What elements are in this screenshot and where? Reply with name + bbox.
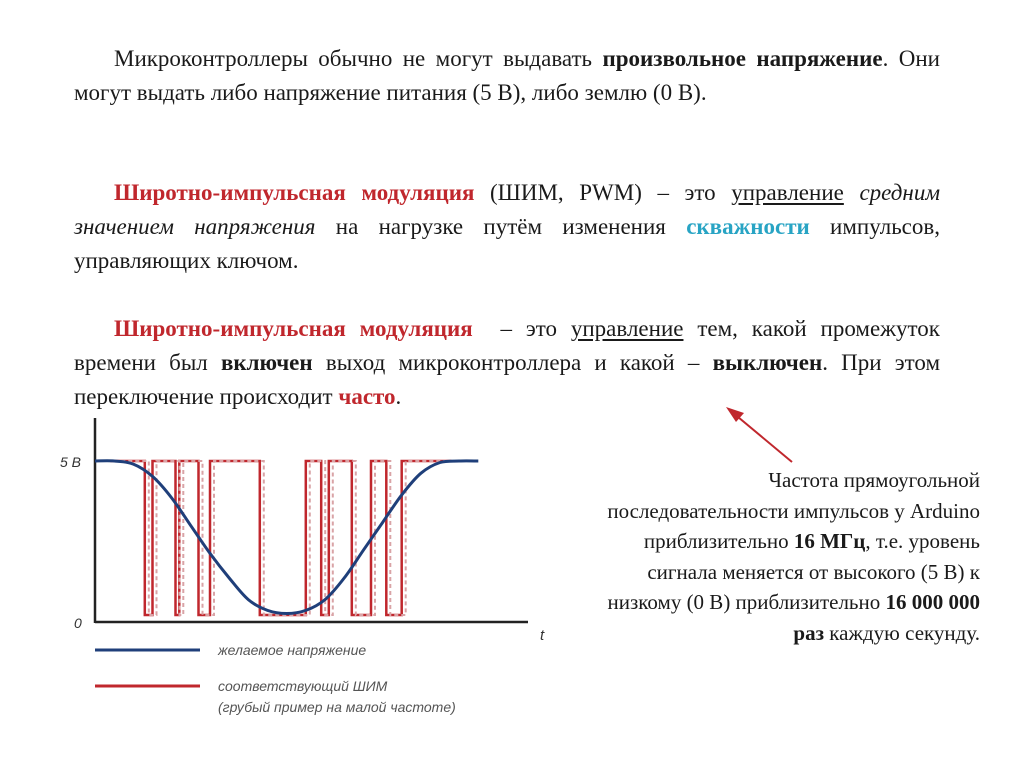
paragraph-pwm-switching [74,312,940,414]
ytick-label-0: 0 [74,615,82,631]
underlined-term: управление [731,180,844,205]
text: на нагрузке путём изменения [315,214,687,239]
legend-label-pwm: соответствующий ШИМ [218,678,388,694]
italic-term: средним значением напряжения [74,180,941,239]
underlined-term: управление [570,316,684,341]
bold-term-on: включен [220,350,313,375]
duty-cycle-term: скважности [686,214,810,239]
text: . [395,384,402,409]
series-line-pwm-dashed [114,461,455,615]
text: выход микроконтроллера и какой – [312,350,713,375]
text: тем, какой промежуток времени был [74,316,940,375]
often-term: часто [338,384,396,409]
text: Частота прямоугольной последовательности импульсов у Arduino приблизительно [607,468,980,553]
text: – это [472,316,571,341]
bold-term-off: выключен [712,350,823,375]
pwm-term: Широтно-импульсная модуляция [114,180,475,205]
paragraph-pwm-definition [74,176,940,278]
pointer-arrow [732,412,792,462]
x-axis-label: t [540,627,545,644]
text [844,180,860,205]
bold-term: произвольное напряжение [602,46,883,71]
legend-note-pwm: (грубый пример на малой частоте) [218,699,456,715]
bold-value: 16 000 000 раз [793,590,980,645]
arduino-frequency-note [600,465,980,648]
legend-label-desired: желаемое напряжение [218,642,367,658]
pwm-term: Широтно-импульсная модуляция [114,316,473,341]
text: каждую секунду. [824,620,980,645]
text: импульсов, управляющих ключом. [74,214,941,273]
text: . При этом переключение происходит [74,350,940,409]
paragraph-intro [74,42,940,110]
text: Микроконтроллеры обычно не могут выдавать [114,46,603,71]
bold-value: 16 МГц [793,529,866,553]
ytick-label-5v: 5 В [60,454,82,470]
text: . Они могут выдать либо напряжение питания (5 В), либо землю (0 В). [74,46,940,105]
text: (ШИМ, PWM) – это [474,180,732,205]
text: , т.е. уровень сигнала меняется от высокого (5 В) к низкому (0 В) приблизительно [607,529,980,614]
series-layer [95,461,478,615]
